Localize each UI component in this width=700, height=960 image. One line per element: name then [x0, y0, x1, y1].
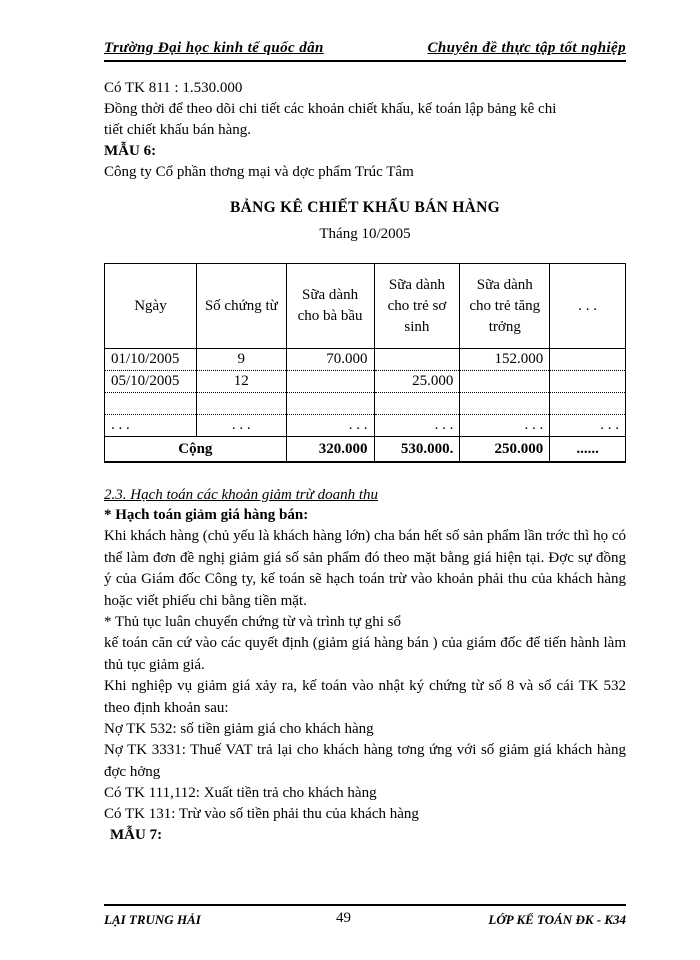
table-cell	[460, 393, 550, 415]
table-cell	[196, 393, 286, 415]
table-row	[105, 393, 626, 415]
subsection-price-reduction: * Hạch toán giảm giá hàng bán:	[104, 507, 309, 523]
table-cell	[286, 393, 374, 415]
intro-line-3: tiết chiết khấu bán hàng.	[104, 122, 252, 138]
paragraph-1: Khi khách hàng (chủ yếu là khách hàng lớn) cha bán hết số sản phẩm lần trớc thì họ có thể làm đơn đề nghị giảm giá số sản phẩm đó theo mặt bằng giá hiện tại. Đợc sự đồng ý của Giám đốc Công ty, kế toán sẽ hạch toán trừ vào khoản phải thu của khách hàng hoặc viết phiếu chi bằng tiền mặt.	[104, 528, 626, 609]
header-school: Trường Đại học kinh tế quốc dân	[104, 40, 324, 56]
table-cell: 152.000	[460, 349, 550, 371]
table-cell: 9	[196, 349, 286, 371]
table-cell: . . .	[196, 415, 286, 437]
table-cell	[286, 371, 374, 393]
total-growth: 250.000	[460, 437, 550, 463]
col-header-date: Ngày	[105, 264, 197, 349]
paragraph-2: kế toán căn cứ vào các quyết định (giảm giá hàng bán ) của giám đốc để tiến hành làm thủ tục giảm giá.	[104, 635, 626, 673]
table-subtitle: Tháng 10/2005	[319, 226, 411, 242]
table-row	[105, 415, 626, 437]
table-cell: 25.000	[374, 371, 460, 393]
table-cell: . . .	[460, 415, 550, 437]
table-cell	[374, 393, 460, 415]
page-number: 49	[336, 910, 351, 926]
footer-class: LỚP KẾ TOÁN ĐK - K34	[488, 912, 626, 927]
section-heading: 2.3. Hạch toán các khoản giảm trừ doanh thu	[104, 487, 378, 503]
intro-line-2: Đồng thời để theo dõi chi tiết các khoản chiết khấu, kế toán lập bảng kê chi	[104, 101, 557, 117]
table-cell	[550, 393, 626, 415]
table-row	[105, 349, 626, 371]
table-cell	[460, 371, 550, 393]
table-title: BẢNG KÊ CHIẾT KHẤU BÁN HÀNG	[229, 199, 501, 216]
entry-debit-532: Nợ TK 532: số tiền giảm giá cho khách hàng	[104, 721, 374, 737]
col-header-more: . . .	[550, 264, 626, 349]
discount-table	[104, 263, 626, 463]
intro-line-1: Có TK 811 : 1.530.000	[104, 80, 243, 96]
company-name: Công ty Cổ phần thơng mại và dợc phẩm Trúc Tâm	[104, 164, 414, 180]
page-header	[104, 38, 626, 62]
entry-credit-131: Có TK 131: Trừ vào số tiền phải thu của khách hàng	[104, 806, 419, 822]
table-cell: 12	[196, 371, 286, 393]
entry-debit-3331: Nợ TK 3331: Thuế VAT trả lại cho khách hàng tơng ứng với số giảm giá khách hàng đợc hởng	[104, 742, 626, 780]
footer-author: LẠI TRUNG HẢI	[104, 912, 201, 927]
total-label: Cộng	[105, 437, 287, 463]
table-cell: 05/10/2005	[105, 371, 197, 393]
form-label-7: MẪU 7:	[110, 827, 163, 843]
table-cell: 70.000	[286, 349, 374, 371]
page-footer	[104, 904, 626, 930]
total-pregnant: 320.000	[286, 437, 374, 463]
table-cell: . . .	[374, 415, 460, 437]
col-header-newborn: Sữa dành cho trẻ sơ sinh	[374, 264, 460, 349]
table-cell: . . .	[550, 415, 626, 437]
col-header-growth: Sữa dành cho trẻ tăng trởng	[460, 264, 550, 349]
footer-rule	[104, 904, 626, 906]
table-row	[105, 371, 626, 393]
col-header-pregnant: Sữa dành cho bà bầu	[286, 264, 374, 349]
table-cell	[374, 349, 460, 371]
table-cell: 01/10/2005	[105, 349, 197, 371]
paragraph-3: Khi nghiệp vụ giảm giá xảy ra, kế toán vào nhật ký chứng từ số 8 và sổ cái TK 532 theo định khoản sau:	[104, 678, 626, 716]
table-total-row	[105, 437, 626, 463]
table-cell: . . .	[286, 415, 374, 437]
table-header-row	[105, 264, 626, 349]
table-cell	[550, 371, 626, 393]
col-header-voucher: Số chứng từ	[196, 264, 286, 349]
subsection-procedure: * Thủ tục luân chuyển chứng từ và trình tự ghi sổ	[104, 614, 401, 630]
header-rule	[104, 60, 626, 62]
form-label-6: MẪU 6:	[104, 143, 157, 159]
table-cell	[105, 393, 197, 415]
page-content	[104, 78, 626, 846]
total-more: ......	[550, 437, 626, 463]
entry-credit-111: Có TK 111,112: Xuất tiền trả cho khách hàng	[104, 785, 377, 801]
total-newborn: 530.000.	[374, 437, 460, 463]
header-report-type: Chuyên đề thực tập tốt nghiệp	[427, 40, 626, 56]
table-cell	[550, 349, 626, 371]
table-cell: . . .	[105, 415, 197, 437]
